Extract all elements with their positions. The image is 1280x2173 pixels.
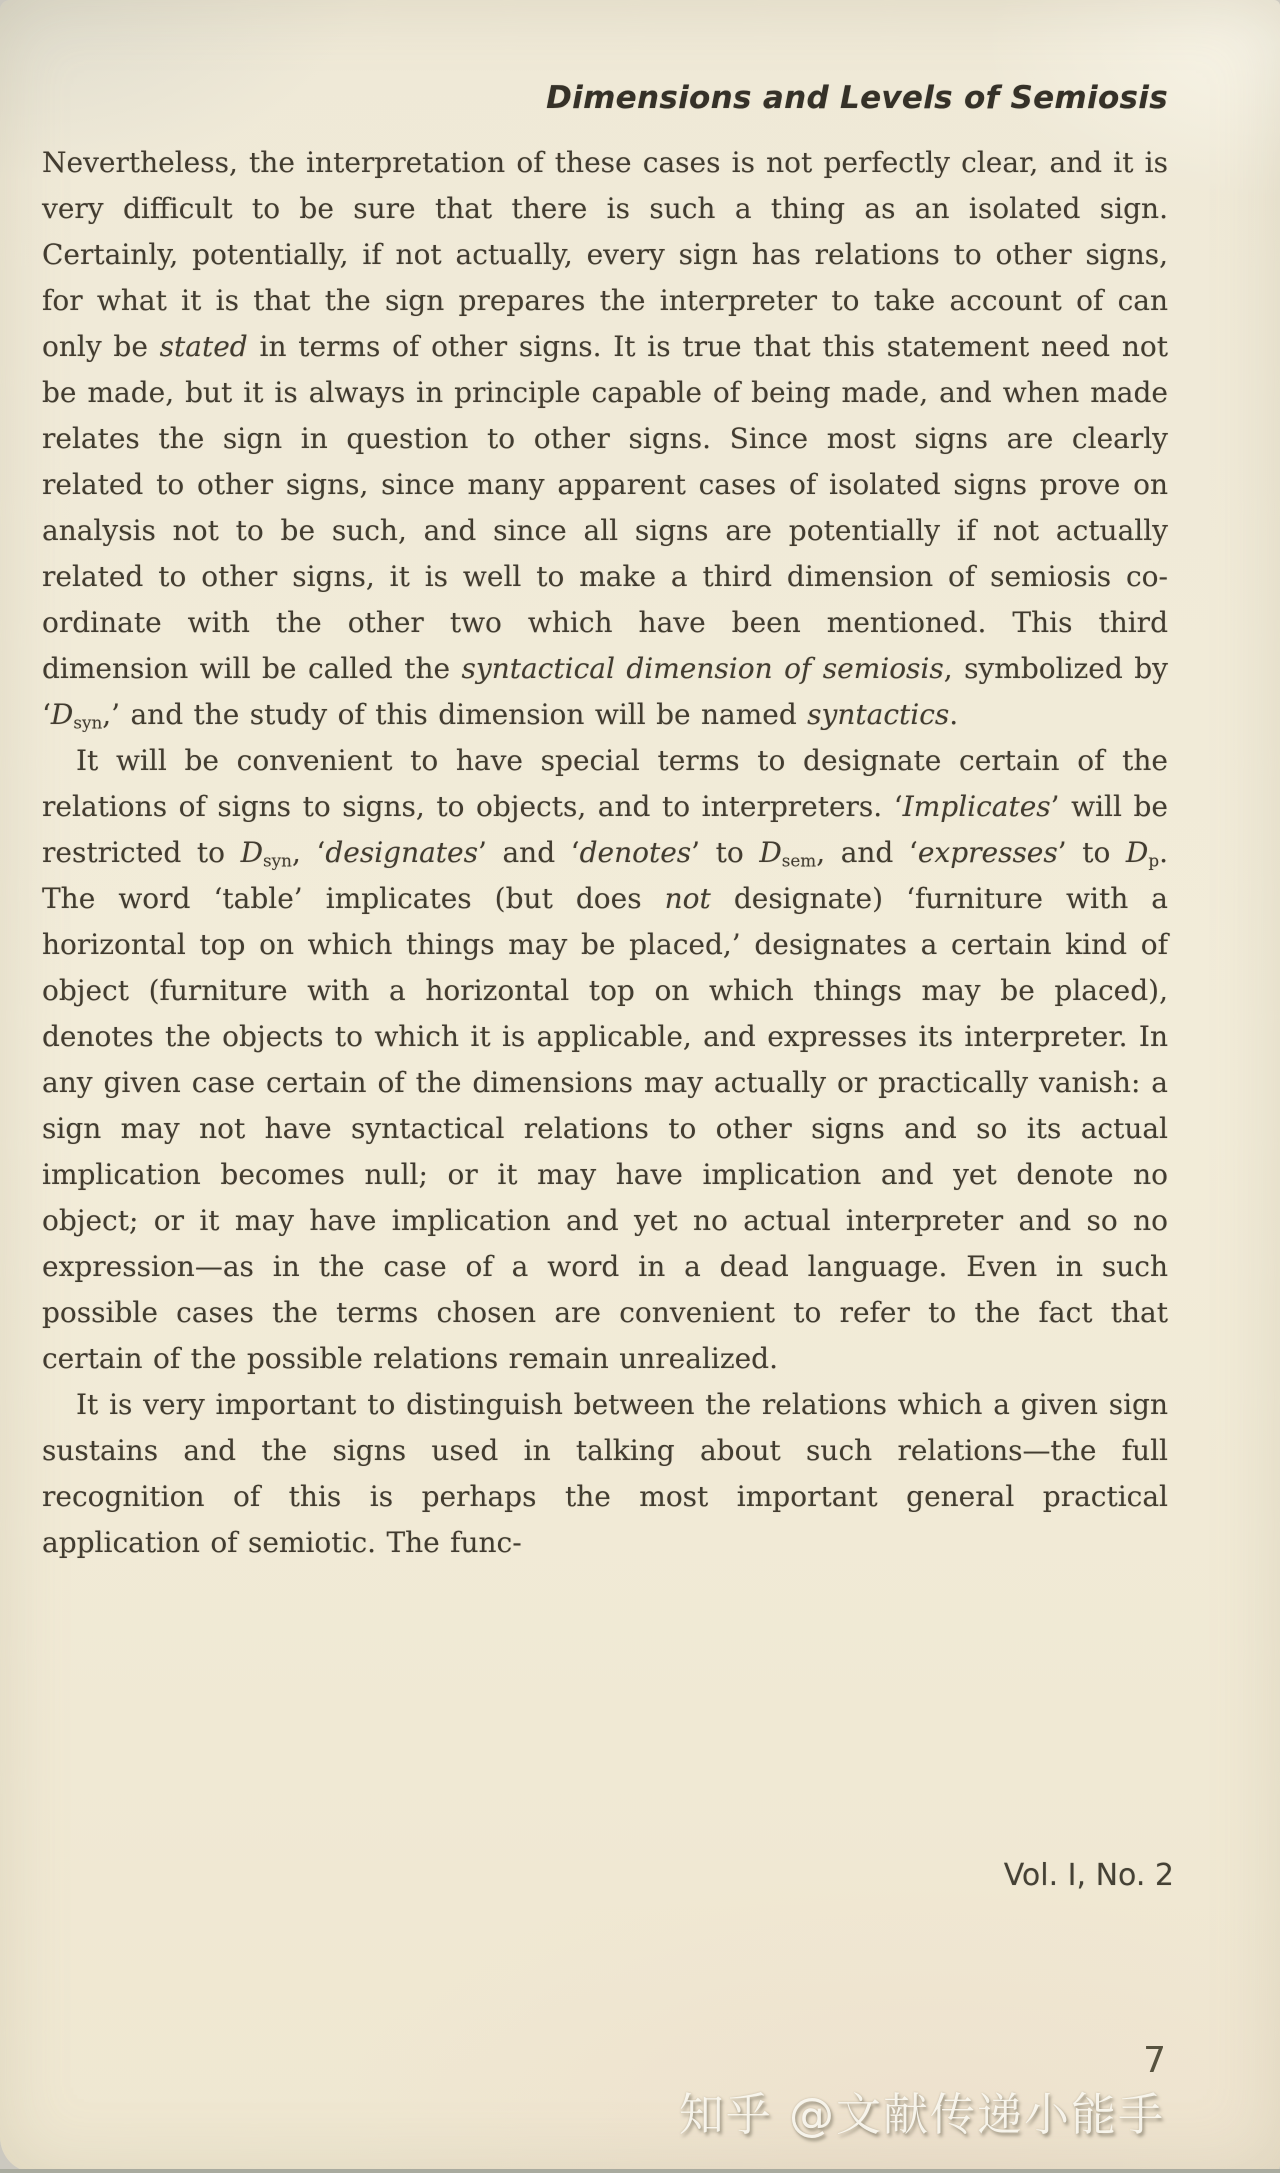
subscript-run: syn [263,850,292,871]
text-run: ,’ and the study of this dimension will be named [102,698,808,731]
subscript-run: p [1148,850,1160,871]
italic-run: denotes [579,836,692,869]
text-run: ’ will be restricted to [42,790,1168,869]
text-run: It is very important to distinguish between the relations which a given sign sustains and the signs used in talking about such relations—the full recognition of this is perhaps the most important general practical application of semiotic. The func- [42,1388,1168,1559]
text-run: in terms of other signs. It is true that this statement need not be made, but it is always in principle capable of being made, and when made relates the sign in question to other signs. Since most signs are clearly related to other signs, since many apparent cases of isolated signs prove on analysis not to be such, and since all signs are potentially if not actually related to other signs, it is well to make a third dimension of semiosis co-ordinate with the other two which have been mentioned. This third dimension will be called the [42,330,1168,685]
italic-run: D [50,698,74,731]
text-run: It will be convenient to have special terms to designate certain of the relations of signs to signs, to objects, and to interpreters. ‘ [42,744,1168,823]
watermark-text: 知乎 @文献传递小能手 [678,2088,1165,2141]
italic-run: D [240,836,264,869]
text-run: ’ and ‘ [478,836,580,869]
text-run: , symbolized by ‘ [42,652,1168,731]
italic-run: expresses [917,836,1058,869]
text-run: Nevertheless, the interpretation of these cases is not perfectly clear, and it is very difficult to be sure that there is such a thing as an isolated sign. Certainly, potentially, if not actually, every sign has relations to other signs, for what it is that the sign prepares the interpreter to take account of can only be [42,146,1168,363]
running-head: Dimensions and Levels of Semiosis [546,80,1168,116]
italic-run: stated [159,330,248,363]
italic-run: Implicates [902,790,1051,823]
text-run: ’ to [1057,836,1126,869]
footer-volume-label: Vol. I, No. 2 [1003,1858,1174,1893]
italic-run: not [664,882,711,915]
subscript-run: sem [781,850,817,871]
italic-run: D [1125,836,1149,869]
body-text [42,140,1168,1566]
italic-run: syntactical dimension of semiosis [461,652,944,685]
text-run: , ‘ [291,836,326,869]
page-number: 7 [1143,2040,1166,2081]
paragraph [42,140,1168,738]
text-run: designate) ‘furniture with a horizontal top on which things may be placed,’ designates a certain kind of object (furniture with a horizontal top on which things may be placed), denotes the objects to which it is applicable, and expresses its interpreter. In any given case certain of the dimensions may actually or practically vanish: a sign may not have syntactical relations to other signs and so its actual implication becomes null; or it may have implication and yet denote no object; or it may have implication and yet no actual interpreter and so no expression—as in the case of a word in a dead language. Even in such possible cases the terms chosen are convenient to refer to the fact that certain of the possible relations remain unrealized. [42,882,1168,1375]
text-run: ’ to [691,836,760,869]
text-run: , and ‘ [816,836,918,869]
italic-run: designates [325,836,478,869]
italic-run: D [759,836,782,869]
text-run: . [949,698,959,731]
italic-run: syntactics [807,698,950,731]
paragraph [42,1382,1168,1566]
bottom-edge-bar [0,2169,1280,2173]
text-run: . The word ‘table’ implicates (but does [42,836,1168,915]
subscript-run: syn [73,712,103,733]
paragraph [42,738,1168,1382]
